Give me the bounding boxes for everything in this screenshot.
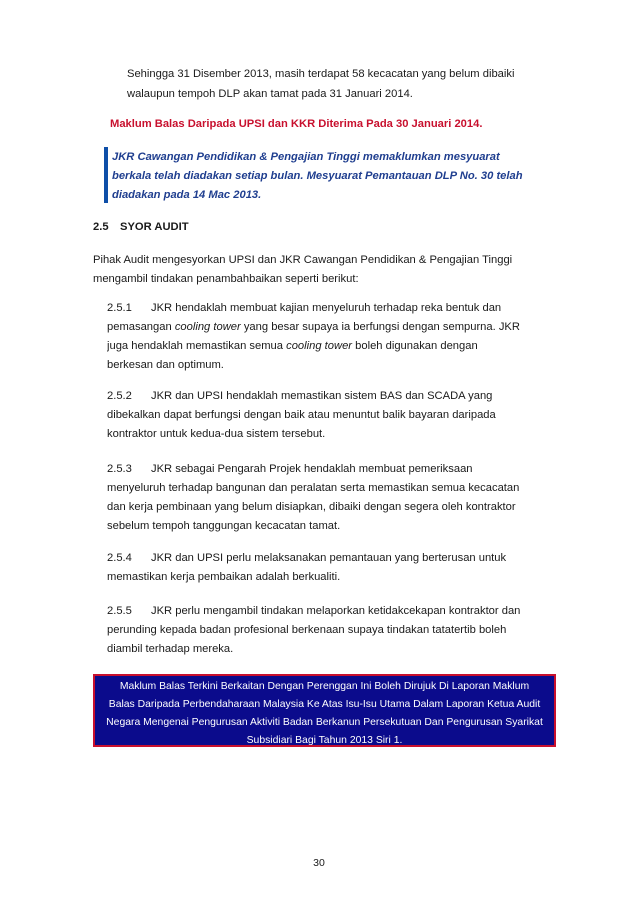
recommendation-text: JKR perlu mengambil tindakan melaporkan ketidakcekapan kontraktor dan xyxy=(151,605,521,617)
recommendation-text: JKR dan UPSI hendaklah memastikan sistem BAS dan SCADA yang xyxy=(151,390,493,402)
response-line: diadakan pada 14 Mac 2013. xyxy=(112,189,262,201)
recommendation-line: kontraktor untuk kedua-dua sistem tersebut. xyxy=(107,428,326,440)
recommendation-line: diambil terhadap mereka. xyxy=(107,643,234,655)
section-intro-line: Pihak Audit mengesyorkan UPSI dan JKR Cawangan Pendidikan & Pengajian Tinggi xyxy=(93,254,513,266)
recommendation-number: 2.5.3 xyxy=(107,463,132,475)
recommendation-number: 2.5.5 xyxy=(107,605,132,617)
recommendation-line: juga hendaklah memastikan semua cooling tower boleh digunakan dengan xyxy=(107,340,478,352)
page-number: 30 xyxy=(313,857,325,869)
term-cooling-tower: cooling tower xyxy=(174,321,241,333)
term-cooling-tower: cooling tower xyxy=(286,340,353,352)
recommendation-2-5-5 xyxy=(107,602,550,658)
intro-paragraph xyxy=(127,65,549,103)
intro-line: walaupun tempoh DLP akan tamat pada 31 Januari 2014. xyxy=(127,88,413,100)
response-heading: Maklum Balas Daripada UPSI dan KKR Diterima Pada 30 Januari 2014. xyxy=(110,118,483,130)
response-line: berkala telah diadakan setiap bulan. Mesyuarat Pemantauan DLP No. 30 telah xyxy=(112,170,523,182)
callout-box xyxy=(93,674,556,747)
recommendation-line xyxy=(107,602,550,620)
recommendation-line: pemasangan cooling tower yang besar supaya ia berfungsi dengan sempurna. JKR xyxy=(107,321,520,333)
recommendation-2-5-4 xyxy=(107,549,550,586)
section-title: SYOR AUDIT xyxy=(120,221,189,233)
recommendation-line: perunding kepada badan profesional berkenaan supaya tindakan tatatertib boleh xyxy=(107,624,507,636)
recommendation-line: memastikan kerja pembaikan adalah berkualiti. xyxy=(107,571,341,583)
recommendation-line: berkesan dan optimum. xyxy=(107,359,224,371)
recommendation-line xyxy=(107,549,550,567)
section-intro-line: mengambil tindakan penambahbaikan seperti berikut: xyxy=(93,273,359,285)
recommendation-line: dibekalkan dapat berfungsi dengan baik atau menuntut balik bayaran daripada xyxy=(107,409,496,421)
response-bar xyxy=(104,147,108,203)
recommendation-text: JKR hendaklah membuat kajian menyeluruh terhadap reka bentuk dan xyxy=(151,302,502,314)
recommendation-line: dan kerja pembinaan yang belum disiapkan, dibaiki dengan segera oleh kontraktor xyxy=(107,501,516,513)
callout-line: Negara Mengenai Pengurusan Aktiviti Badan Berkanun Persekutuan Dan Pengurusan Syarikat xyxy=(106,717,543,728)
section-intro xyxy=(93,251,550,288)
recommendation-2-5-2 xyxy=(107,387,550,443)
recommendation-line xyxy=(107,460,550,478)
section-number: 2.5 xyxy=(93,221,109,233)
recommendation-line xyxy=(107,387,550,405)
recommendation-line: menyeluruh terhadap bangunan dan peralatan serta memastikan semua kecacatan xyxy=(107,482,520,494)
response-body xyxy=(112,148,550,204)
recommendation-2-5-1 xyxy=(107,299,550,374)
recommendation-text: JKR sebagai Pengarah Projek hendaklah membuat pemeriksaan xyxy=(151,463,473,475)
recommendation-number: 2.5.4 xyxy=(107,552,132,564)
recommendation-line: sebelum tempoh tanggungan kecacatan tamat. xyxy=(107,520,341,532)
recommendation-text: JKR dan UPSI perlu melaksanakan pemantauan yang berterusan untuk xyxy=(151,552,507,564)
section-heading xyxy=(93,218,189,236)
recommendation-2-5-3 xyxy=(107,460,550,535)
recommendation-number: 2.5.1 xyxy=(107,302,132,314)
recommendation-line xyxy=(107,299,550,317)
response-line: JKR Cawangan Pendidikan & Pengajian Tinggi memaklumkan mesyuarat xyxy=(112,151,500,163)
recommendation-number: 2.5.2 xyxy=(107,390,132,402)
callout-line: Maklum Balas Terkini Berkaitan Dengan Perenggan Ini Boleh Dirujuk Di Laporan Maklum xyxy=(119,681,530,692)
callout-line: Subsidiari Bagi Tahun 2013 Siri 1. xyxy=(246,735,403,746)
callout-line: Balas Daripada Perbendaharaan Malaysia Ke Atas Isu-Isu Utama Dalam Laporan Ketua Audit xyxy=(108,699,541,710)
intro-line: Sehingga 31 Disember 2013, masih terdapat 58 kecacatan yang belum dibaiki xyxy=(127,68,515,80)
